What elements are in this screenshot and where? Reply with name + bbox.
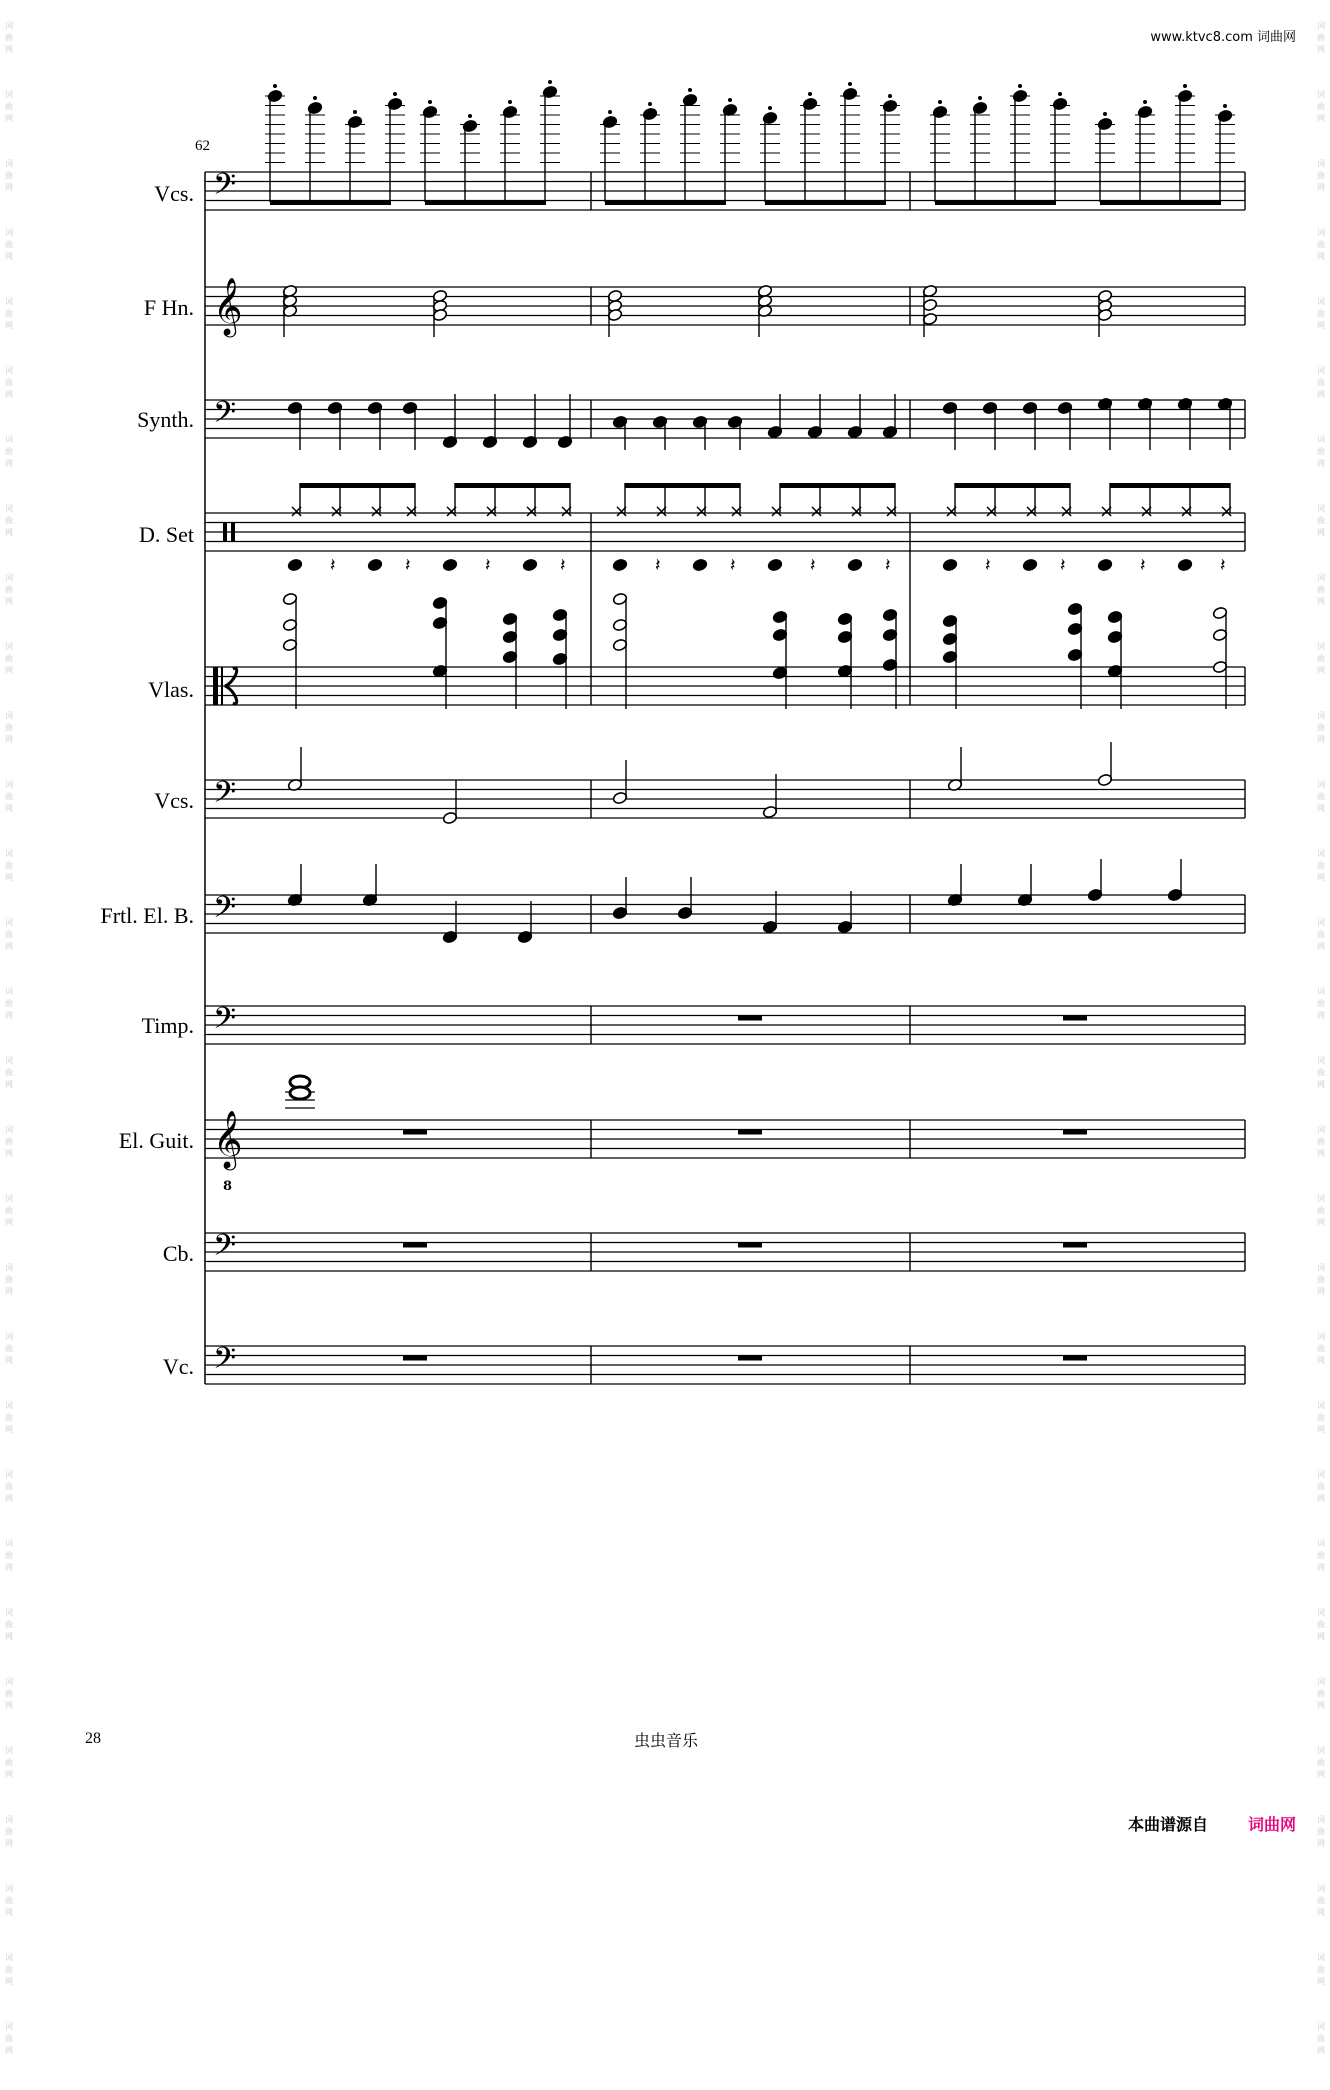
- staccato-dot: [808, 92, 812, 96]
- credit-line: [1128, 1812, 1296, 1835]
- quarter-rest-icon: 𝄽: [1220, 555, 1226, 576]
- quarter-rest-icon: 𝄽: [655, 555, 661, 576]
- edge-watermark-text: 词 曲 网: [1317, 1884, 1325, 1917]
- hihat-cross-icon: ×: [559, 501, 575, 522]
- whole-rest: [738, 1130, 762, 1135]
- quarter-rest-icon: 𝄽: [730, 555, 736, 576]
- staccato-dot: [428, 100, 432, 104]
- beam: [955, 483, 1070, 488]
- staccato-dot: [978, 96, 982, 100]
- treble-clef-icon: 𝄞: [213, 1110, 243, 1168]
- edge-watermark-text: 词 曲 网: [5, 159, 13, 192]
- edge-watermark-text: 词 曲 网: [1317, 1194, 1325, 1227]
- treble-clef-icon: 𝄞: [213, 277, 243, 335]
- edge-watermark-text: 词 曲 网: [1317, 987, 1325, 1020]
- quarter-rest-icon: 𝄽: [810, 555, 816, 576]
- beam: [270, 200, 391, 205]
- hihat-cross-icon: ×: [984, 501, 1000, 522]
- edge-watermark-text: 词 曲 网: [5, 1332, 13, 1365]
- edge-watermark-text: 词 曲 网: [1317, 1608, 1325, 1641]
- instrument-label-vlas: Vlas.: [148, 677, 194, 702]
- edge-watermark-text: 词 曲 网: [5, 1401, 13, 1434]
- whole-rest: [403, 1356, 427, 1361]
- hihat-cross-icon: ×: [1179, 501, 1195, 522]
- bass-drum-note: [847, 558, 862, 571]
- edge-watermark-text: 词 曲 网: [1317, 1746, 1325, 1779]
- quarter-rest-icon: 𝄽: [1140, 555, 1146, 576]
- hihat-cross-icon: ×: [404, 501, 420, 522]
- staccato-dot: [508, 100, 512, 104]
- hihat-cross-icon: ×: [524, 501, 540, 522]
- hihat-cross-icon: ×: [1059, 501, 1075, 522]
- hihat-cross-icon: ×: [729, 501, 745, 522]
- whole-rest: [738, 1356, 762, 1361]
- edge-watermark-text: 词 曲 网: [5, 1125, 13, 1158]
- staccato-dot: [273, 84, 277, 88]
- edge-watermark-text: 词 曲 网: [5, 780, 13, 813]
- edge-watermark-text: 词 曲 网: [1317, 1677, 1325, 1710]
- beam: [765, 200, 886, 205]
- credit-prefix: 本曲谱源自: [1127, 1815, 1208, 1834]
- edge-watermark-text: 词 曲 网: [5, 297, 13, 330]
- instrument-label-f-hn: F Hn.: [143, 295, 194, 320]
- hihat-cross-icon: ×: [809, 501, 825, 522]
- edge-watermark-text: 词 曲 网: [5, 1884, 13, 1917]
- edge-watermark-text: 词 曲 网: [5, 987, 13, 1020]
- edge-watermark-text: 词 曲 网: [1317, 1056, 1325, 1089]
- staccato-dot: [728, 98, 732, 102]
- edge-watermark-text: 词 曲 网: [1317, 918, 1325, 951]
- hihat-cross-icon: ×: [329, 501, 345, 522]
- whole-rest: [738, 1016, 762, 1021]
- edge-watermark-text: 词 曲 网: [1317, 297, 1325, 330]
- edge-watermark-text: 词 曲 网: [1317, 2022, 1325, 2055]
- edge-watermark-text: 词 曲 网: [5, 1470, 13, 1503]
- edge-watermark-text: 词 曲 网: [1317, 1953, 1325, 1986]
- edge-watermark-text: 词 曲 网: [5, 21, 13, 54]
- edge-watermark-text: 词 曲 网: [1317, 1125, 1325, 1158]
- whole-rest: [1063, 1243, 1087, 1248]
- staccato-dot: [353, 110, 357, 114]
- hihat-cross-icon: ×: [654, 501, 670, 522]
- staccato-dot: [1058, 92, 1062, 96]
- bass-clef-icon: 𝄢: [213, 168, 237, 209]
- edge-watermark-text: 词 曲 网: [5, 1263, 13, 1296]
- edge-watermark-text: 词 曲 网: [5, 1608, 13, 1641]
- bass-drum-note: [1097, 558, 1112, 571]
- quarter-rest-icon: 𝄽: [560, 555, 566, 576]
- beam: [300, 483, 415, 488]
- hihat-cross-icon: ×: [484, 501, 500, 522]
- quarter-rest-icon: 𝄽: [1060, 555, 1066, 576]
- octave-mark-8: 8: [223, 1179, 233, 1194]
- beam: [935, 200, 1056, 205]
- bass-clef-icon: 𝄢: [213, 891, 237, 932]
- whole-rest: [738, 1243, 762, 1248]
- bass-clef-icon: 𝄢: [213, 776, 237, 817]
- staccato-dot: [688, 88, 692, 92]
- beam: [605, 200, 726, 205]
- edge-watermark-text: 词 曲 网: [5, 228, 13, 261]
- edge-watermark-text: 词 曲 网: [5, 642, 13, 675]
- bass-drum-note: [287, 558, 302, 571]
- hihat-cross-icon: ×: [444, 501, 460, 522]
- edge-watermark-text: 词 曲 网: [1317, 90, 1325, 123]
- staccato-dot: [548, 80, 552, 84]
- measure-number: 62: [195, 138, 210, 154]
- edge-watermark-text: 词 曲 网: [1317, 504, 1325, 537]
- bass-drum-note: [942, 558, 957, 571]
- edge-watermark-text: 词 曲 网: [1317, 159, 1325, 192]
- staccato-dot: [1183, 84, 1187, 88]
- edge-watermark-text: 词 曲 网: [5, 1746, 13, 1779]
- edge-watermark-text: 词 曲 网: [1317, 1539, 1325, 1572]
- beam: [625, 483, 740, 488]
- whole-note: [290, 1087, 310, 1099]
- instrument-label-timp: Timp.: [141, 1013, 194, 1038]
- staccato-dot: [1103, 112, 1107, 116]
- staccato-dot: [648, 102, 652, 106]
- edge-watermark-text: 词 曲 网: [1317, 1815, 1325, 1848]
- hihat-cross-icon: ×: [1024, 501, 1040, 522]
- edge-watermark-text: 词 曲 网: [5, 1194, 13, 1227]
- staccato-dot: [938, 100, 942, 104]
- bass-drum-note: [692, 558, 707, 571]
- edge-watermark-text: 词 曲 网: [1317, 1332, 1325, 1365]
- edge-watermark-text: 词 曲 网: [1317, 642, 1325, 675]
- beam: [780, 483, 895, 488]
- site-watermark: www.ktvc8.com 词曲网: [1150, 30, 1296, 45]
- instrument-label-el-guit: El. Guit.: [118, 1128, 194, 1153]
- instrument-label-cb: Cb.: [162, 1241, 194, 1266]
- staccato-dot: [1143, 100, 1147, 104]
- footer-source: 虫虫音乐: [634, 1731, 699, 1750]
- quarter-rest-icon: 𝄽: [330, 555, 336, 576]
- hihat-cross-icon: ×: [369, 501, 385, 522]
- credit-brand: 词曲网: [1247, 1815, 1296, 1834]
- instrument-label-synth: Synth.: [137, 407, 194, 432]
- quarter-rest-icon: 𝄽: [985, 555, 991, 576]
- hihat-cross-icon: ×: [849, 501, 865, 522]
- bass-clef-icon: 𝄢: [213, 1229, 237, 1270]
- bass-drum-note: [1177, 558, 1192, 571]
- hihat-cross-icon: ×: [1099, 501, 1115, 522]
- bass-drum-note: [612, 558, 627, 571]
- alto-clef-icon: [213, 667, 218, 705]
- edge-watermark-text: 词 曲 网: [1317, 21, 1325, 54]
- edge-watermark-text: 词 曲 网: [5, 1815, 13, 1848]
- quarter-rest-icon: 𝄽: [405, 555, 411, 576]
- whole-rest: [1063, 1356, 1087, 1361]
- instrument-label-vcs-top: Vcs.: [154, 181, 194, 206]
- quarter-rest-icon: 𝄽: [885, 555, 891, 576]
- edge-watermark-text: 词 曲 网: [5, 90, 13, 123]
- bass-drum-note: [522, 558, 537, 571]
- whole-rest: [403, 1130, 427, 1135]
- edge-watermark-text: 词 曲 网: [5, 573, 13, 606]
- bass-drum-note: [367, 558, 382, 571]
- hihat-cross-icon: ×: [1139, 501, 1155, 522]
- percussion-clef-icon: [231, 523, 235, 542]
- instrument-label-vc: Vc.: [162, 1354, 194, 1379]
- hihat-cross-icon: ×: [289, 501, 305, 522]
- edge-watermark-text: 词 曲 网: [5, 1677, 13, 1710]
- staccato-dot: [313, 96, 317, 100]
- staccato-dot: [768, 106, 772, 110]
- beam: [1110, 483, 1230, 488]
- bass-drum-note: [1022, 558, 1037, 571]
- hihat-cross-icon: ×: [614, 501, 630, 522]
- edge-watermark-text: 词 曲 网: [5, 1056, 13, 1089]
- staccato-dot: [848, 82, 852, 86]
- bass-clef-icon: 𝄢: [213, 1342, 237, 1383]
- instrument-label-vcs: Vcs.: [154, 788, 194, 813]
- edge-watermark-text: 词 曲 网: [1317, 573, 1325, 606]
- whole-rest: [1063, 1016, 1087, 1021]
- quarter-rest-icon: 𝄽: [485, 555, 491, 576]
- edge-watermark-text: 词 曲 网: [1317, 366, 1325, 399]
- bass-drum-note: [442, 558, 457, 571]
- edge-watermark-text: 词 曲 网: [5, 2022, 13, 2055]
- beam: [1100, 200, 1221, 205]
- edge-watermark-text: 词 曲 网: [5, 435, 13, 468]
- hihat-cross-icon: ×: [944, 501, 960, 522]
- edge-watermark-text: 词 曲 网: [1317, 228, 1325, 261]
- hihat-cross-icon: ×: [884, 501, 900, 522]
- whole-rest: [403, 1243, 427, 1248]
- beam: [425, 200, 546, 205]
- edge-watermark-text: 词 曲 网: [5, 1953, 13, 1986]
- staccato-dot: [393, 92, 397, 96]
- staccato-dot: [468, 114, 472, 118]
- instrument-label-frtl-el-b: Frtl. El. B.: [100, 903, 194, 928]
- edge-watermark-text: 词 曲 网: [5, 1539, 13, 1572]
- hihat-cross-icon: ×: [1219, 501, 1235, 522]
- edge-watermark-text: 词 曲 网: [5, 711, 13, 744]
- staccato-dot: [888, 94, 892, 98]
- edge-watermark-text: 词 曲 网: [1317, 1470, 1325, 1503]
- edge-watermark-text: 词 曲 网: [5, 849, 13, 882]
- edge-watermark-text: 词 曲 网: [5, 918, 13, 951]
- edge-watermark-text: 词 曲 网: [1317, 435, 1325, 468]
- bass-clef-icon: 𝄢: [213, 1002, 237, 1043]
- edge-watermark-text: 词 曲 网: [1317, 711, 1325, 744]
- staccato-dot: [1018, 84, 1022, 88]
- staccato-dot: [1223, 104, 1227, 108]
- staccato-dot: [608, 110, 612, 114]
- whole-rest: [1063, 1130, 1087, 1135]
- instrument-label-d-set: D. Set: [139, 522, 194, 547]
- hihat-cross-icon: ×: [769, 501, 785, 522]
- edge-watermark-text: 词 曲 网: [1317, 1401, 1325, 1434]
- beam: [455, 483, 570, 488]
- edge-watermark-text: 词 曲 网: [5, 366, 13, 399]
- bass-clef-icon: 𝄢: [213, 396, 237, 437]
- hihat-cross-icon: ×: [694, 501, 710, 522]
- bass-drum-note: [767, 558, 782, 571]
- alto-clef-icon: [221, 667, 223, 705]
- edge-watermark-text: 词 曲 网: [1317, 780, 1325, 813]
- edge-watermark-text: 词 曲 网: [1317, 849, 1325, 882]
- percussion-clef-icon: [223, 523, 227, 542]
- edge-watermark-text: 词 曲 网: [1317, 1263, 1325, 1296]
- page-number: 28: [85, 1730, 101, 1747]
- edge-watermark-text: 词 曲 网: [5, 504, 13, 537]
